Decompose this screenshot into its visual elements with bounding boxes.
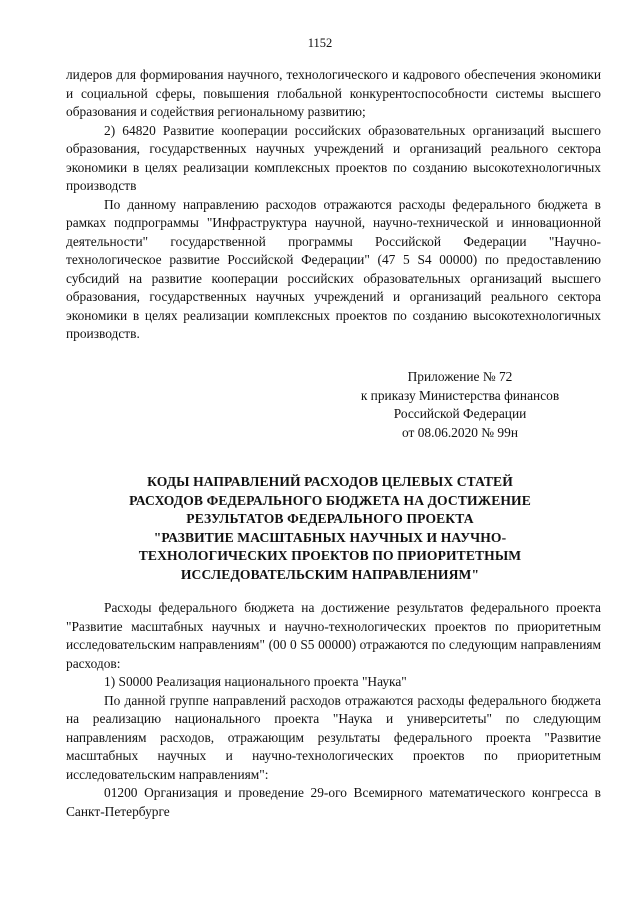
paragraph-item-1: 1) S0000 Реализация национального проекта "Наука" — [104, 674, 407, 689]
title-line: РЕЗУЛЬТАТОВ ФЕДЕРАЛЬНОГО ПРОЕКТА — [186, 511, 474, 527]
appendix-date: от 08.06.2020 № 99н — [401, 424, 518, 440]
title-line: ТЕХНОЛОГИЧЕСКИХ ПРОЕКТОВ ПО ПРИОРИТЕТНЫМ — [138, 548, 522, 564]
paragraph-item-2: 2) 64820 Развитие кооперации российских образовательных организаций высшего образования, государственных научных учреждений и организаций реального сектора экономики в целях реализации комплексных проектов по созданию высокотехнологичных производств — [66, 122, 601, 193]
appendix-order-ref: к приказу Министерства финансов — [360, 387, 560, 403]
top-text-block — [66, 66, 601, 344]
paragraph-group-description: По данной группе направлений расходов отражаются расходы федерального бюджета на реализацию национального проекта "Наука и университеты" по следующим направлениям расходов, отражающим результаты федерального проекта "Развитие масштабных научных и научно-технологических проектов по приоритетным исследовательским направлениям": — [66, 692, 601, 782]
bottom-text-block — [66, 599, 601, 821]
title-line: РАСХОДОВ ФЕДЕРАЛЬНОГО БЮДЖЕТА НА ДОСТИЖЕНИЕ — [129, 492, 531, 508]
appendix-number: Приложение № 72 — [407, 369, 513, 384]
paragraph-intro: Расходы федерального бюджета на достижение результатов федерального проекта "Развитие масштабных научных и научно-технологических проектов по приоритетным исследовательским направлениям" (00 0 S5 00000) отражаются по следующим направлениям расходов: — [66, 600, 601, 671]
page-number: 1152 — [307, 36, 333, 50]
title-line: ИССЛЕДОВАТЕЛЬСКИМ НАПРАВЛЕНИЯМ" — [180, 566, 480, 582]
appendix-header — [340, 368, 580, 442]
title-line: КОДЫ НАПРАВЛЕНИЙ РАСХОДОВ ЦЕЛЕВЫХ СТАТЕЙ — [147, 474, 513, 489]
title-line: "РАЗВИТИЕ МАСШТАБНЫХ НАУЧНЫХ И НАУЧНО- — [153, 529, 507, 545]
document-title — [70, 473, 590, 585]
paragraph-continuation: лидеров для формирования научного, технологического и кадрового обеспечения экономики и социальной сферы, повышения глобальной конкурентоспособности системы высшего образования и содействия региональному развитию; — [66, 67, 601, 119]
appendix-country: Российской Федерации — [393, 406, 527, 421]
paragraph-description: По данному направлению расходов отражаются расходы федерального бюджета в рамках подпрограммы "Инфраструктура научной, научно-технической и инновационной деятельности" государственной программы Российской Федерации "Научно-технологическое развитие Российской Федерации" (47 5 S4 00000) по предоставлению субсидий на развитие кооперации российских образовательных организаций высшего образования, государственных научных учреждений и организаций реального сектора экономики в целях реализации комплексных проектов по созданию высокотехнологичных производств. — [66, 196, 601, 341]
paragraph-code-01200: 01200 Организация и проведение 29-ого Всемирного математического конгресса в Санкт-Петербурге — [66, 785, 601, 819]
